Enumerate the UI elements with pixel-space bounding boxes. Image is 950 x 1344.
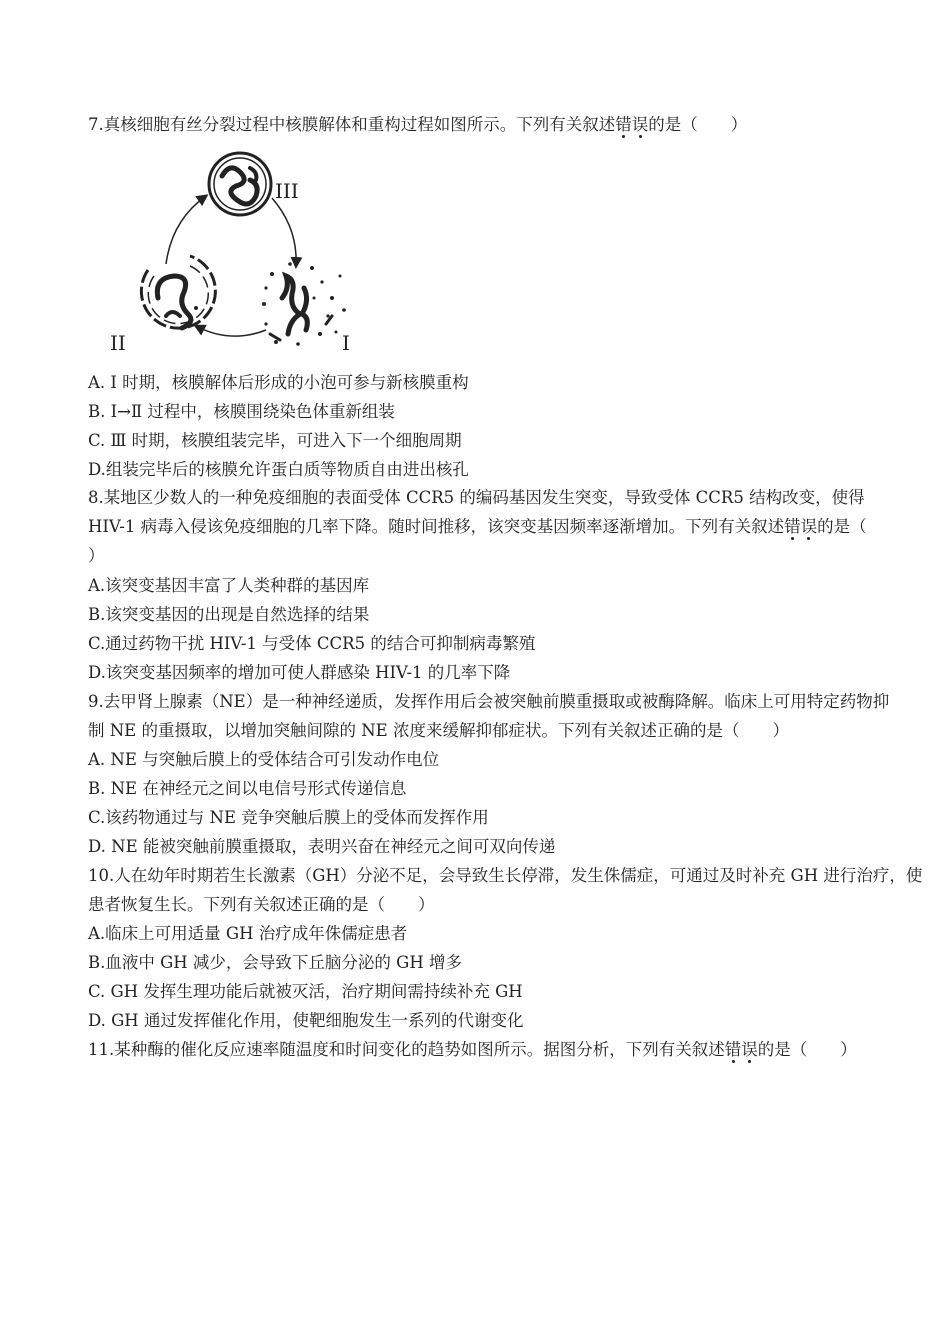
q9-stem-line-2: 制 NE 的重摄取，以增加突触间隙的 NE 浓度来缓解抑郁症状。下列有关叙述正确的是（ ）	[88, 721, 789, 740]
q10-option-d: D. GH 通过发挥催化作用，使靶细胞发生一系列的代谢变化	[88, 1011, 524, 1030]
q8-stem-line-1: 8.某地区少数人的一种免疫细胞的表面受体 CCR5 的编码基因发生突变，导致受体 CCR5 结构改变，使得	[88, 488, 865, 507]
stage-label-iii: III	[275, 179, 299, 203]
nuclear-envelope-cycle-diagram	[100, 148, 370, 360]
q7-option-b: B. Ⅰ→Ⅱ 过程中，核膜围绕染色体重新组装	[88, 402, 395, 421]
q8-option-d: D.该突变基因频率的增加可使人群感染 HIV-1 的几率下降	[88, 663, 511, 682]
q8-emphasis-char-2: 误	[800, 517, 818, 536]
q8-emphasis-char-1: 错	[784, 517, 801, 536]
q8-option-b: B.该突变基因的出现是自然选择的结果	[88, 605, 370, 624]
q7-emphasis-char-2: 误	[631, 115, 649, 134]
arrow-i-to-ii	[196, 326, 266, 336]
q9-option-c: C.该药物通过与 NE 竞争突触后膜上的受体而发挥作用	[88, 808, 489, 827]
q10-option-b: B.血液中 GH 减少，会导致下丘脑分泌的 GH 增多	[88, 953, 462, 972]
cell-stage-i	[262, 262, 346, 346]
stage-label-ii: II	[110, 331, 126, 355]
arrow-iii-to-i	[272, 198, 296, 266]
q7-option-d: D.组装完毕后的核膜允许蛋白质等物质自由进出核孔	[88, 460, 469, 479]
q7-stem: 7.真核细胞有丝分裂过程中核膜解体和重构过程如图所示。下列有关叙述错误的是（ ）	[88, 115, 748, 134]
cell-stage-iii	[209, 153, 271, 215]
q9-option-b: B. NE 在神经元之间以电信号形式传递信息	[88, 779, 407, 798]
q10-option-c: C. GH 发挥生理功能后就被灭活，治疗期间需持续补充 GH	[88, 982, 523, 1001]
q11-emphasis-char-1: 错	[724, 1040, 742, 1059]
arrow-ii-to-iii	[166, 196, 206, 264]
q8-stem-line-2: HIV-1 病毒入侵该免疫细胞的几率下降。随时间推移，该突变基因频率逐渐增加。下列有关叙述错误的是（	[88, 517, 867, 536]
q7-option-a: A. Ⅰ 时期，核膜解体后形成的小泡可参与新核膜重构	[88, 373, 469, 392]
q11-emphasis-char-2: 误	[741, 1040, 758, 1059]
q11-stem: 11.某种酶的催化反应速率随温度和时间变化的趋势如图所示。据图分析，下列有关叙述错误的是（ ）	[88, 1040, 857, 1059]
q10-stem-line-1: 10.人在幼年时期若生长激素（GH）分泌不足，会导致生长停滞，发生侏儒症，可通过及时补充 GH 进行治疗，使	[88, 866, 923, 885]
q9-option-a: A. NE 与突触后膜上的受体结合可引发动作电位	[88, 750, 440, 769]
q7-emphasis-char-1: 错	[615, 115, 632, 134]
q9-stem-line-1: 9.去甲肾上腺素（NE）是一种神经递质，发挥作用后会被突触前膜重摄取或被酶降解。临床上可用特定药物抑	[88, 692, 890, 711]
stage-label-i: I	[342, 331, 350, 355]
q8-option-c: C.通过药物干扰 HIV-1 与受体 CCR5 的结合可抑制病毒繁殖	[88, 634, 536, 653]
q8-option-a: A.该突变基因丰富了人类种群的基因库	[88, 576, 370, 595]
q9-option-d: D. NE 能被突触前膜重摄取，表明兴奋在神经元之间可双向传递	[88, 837, 556, 856]
q10-stem-line-2: 患者恢复生长。下列有关叙述正确的是（ ）	[88, 895, 435, 914]
q10-option-a: A.临床上可用适量 GH 治疗成年侏儒症患者	[88, 924, 408, 943]
q8-stem-line-3: ）	[88, 546, 105, 565]
q7-option-c: C. Ⅲ 时期，核膜组装完毕，可进入下一个细胞周期	[88, 431, 462, 450]
cell-stage-ii	[141, 256, 215, 328]
